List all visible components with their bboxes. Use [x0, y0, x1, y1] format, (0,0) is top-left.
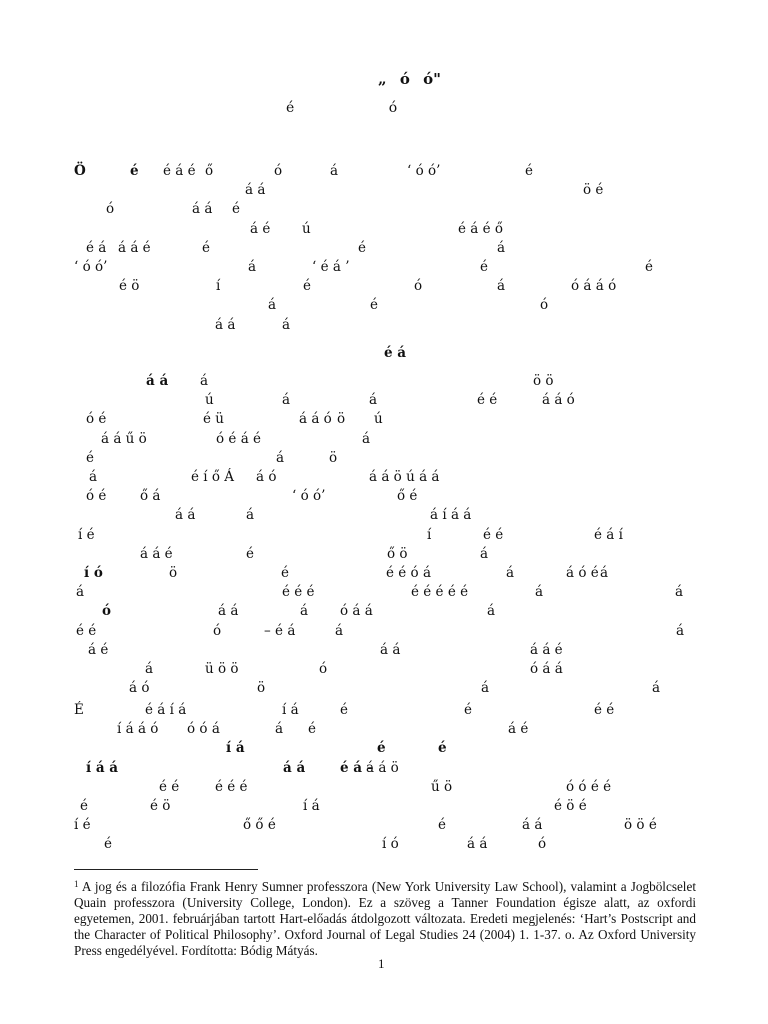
text-fragment: á á ö — [366, 759, 399, 776]
text-fragment: ó á á — [340, 603, 373, 620]
text-fragment: é é é é é — [411, 584, 469, 601]
section-heading: é á — [384, 345, 407, 361]
text-fragment: á é — [250, 220, 271, 237]
footnote-text: A jog és a filozófia Frank Henry Sumner professzora (New York University Law School), valamint a Jogbölcselet Quain professzora (University College, London). Ez a szöveg a Tanner Foundation égisze alatt, az oxfordi egyetemen, 2001. februárjában tartott Hart-előadás átdolgozott változata. Eredeti megjelenés: ‘Hart’s Postscript and the Character of Political Philosophy’. Oxford Journal of Legal Studies 24 (2004) 1. 1-37. o. Az Oxford University Press engedélyével. Fordította: Bódig Mátyás. — [74, 879, 696, 958]
text-fragment: á á — [522, 817, 543, 834]
text-fragment: é ö — [119, 278, 140, 295]
text-fragment: í — [427, 526, 432, 543]
text-fragment: á á — [283, 759, 306, 776]
text-fragment: é ü — [203, 411, 224, 428]
text-fragment: á ó — [129, 680, 150, 697]
text-fragment: á — [300, 603, 309, 620]
page-number: 1 — [378, 956, 385, 971]
text-fragment: ó — [414, 278, 423, 295]
text-fragment: ó — [540, 297, 549, 314]
text-fragment: ő ö — [387, 545, 408, 562]
text-fragment: í á — [282, 702, 299, 718]
text-fragment: ö — [337, 411, 346, 428]
text-fragment: ő á — [140, 488, 161, 505]
text-fragment: é é — [159, 778, 180, 795]
text-fragment: ó — [538, 836, 547, 853]
text-fragment: á á — [380, 641, 401, 658]
text-fragment: ó — [106, 201, 115, 218]
text-fragment: á — [275, 721, 284, 738]
text-fragment: é é — [483, 526, 504, 543]
text-fragment: á — [362, 430, 371, 447]
text-fragment: á á é — [530, 641, 563, 658]
text-fragment: á ó é — [566, 565, 599, 581]
text-fragment: ü ö ö — [205, 661, 239, 677]
text-fragment: á — [282, 316, 291, 333]
text-fragment: ó — [274, 163, 283, 179]
text-fragment: é á é — [163, 163, 196, 179]
text-fragment: á ó — [256, 469, 277, 485]
text-fragment: á á ó — [542, 392, 575, 409]
text-fragment: é — [80, 798, 88, 814]
text-fragment: é é é — [215, 778, 248, 795]
text-fragment: é á – — [340, 759, 374, 776]
text-fragment: é é — [477, 392, 498, 409]
text-fragment: ő é — [397, 488, 418, 505]
text-fragment: é é é — [282, 584, 315, 601]
text-fragment: ö — [257, 680, 266, 697]
text-fragment: í ó — [382, 836, 399, 853]
text-fragment: ‘ ó ó’ — [407, 163, 441, 179]
text-fragment: é — [104, 836, 112, 853]
text-fragment: ‘ é á ’ — [312, 259, 350, 275]
text-fragment: é — [480, 259, 488, 275]
text-fragment: á — [335, 622, 344, 639]
text-fragment: é — [438, 817, 446, 834]
text-fragment: é — [340, 702, 348, 718]
title-text: „ ó ó" — [378, 70, 441, 88]
text-fragment: é — [308, 721, 316, 738]
text-fragment: á á — [146, 373, 169, 389]
text-fragment: ‘ ó ó’ — [74, 259, 108, 275]
text-fragment: ő ő é — [243, 817, 276, 834]
text-fragment: é — [464, 702, 472, 718]
text-fragment: Ö — [74, 163, 86, 179]
text-fragment: á — [76, 584, 85, 601]
text-fragment: á á — [215, 316, 236, 333]
text-fragment: é — [281, 565, 289, 581]
text-fragment: í á á ó — [117, 721, 159, 738]
text-fragment: á — [506, 565, 515, 581]
text-fragment: é á í — [594, 526, 623, 543]
text-fragment: ó — [319, 661, 328, 677]
text-fragment: á á ű ö — [101, 430, 147, 447]
text-fragment: é é — [594, 702, 615, 718]
footnote-marker: 1 — [74, 879, 79, 889]
text-fragment: á — [282, 392, 291, 409]
text-fragment: á — [652, 680, 661, 697]
text-fragment: á á — [245, 182, 266, 199]
text-fragment: é é — [76, 622, 97, 639]
text-fragment: ö é — [583, 182, 604, 199]
text-fragment: í é — [74, 817, 91, 834]
text-fragment: á á — [175, 507, 196, 524]
text-fragment: ö — [329, 449, 338, 466]
text-fragment: á í á á — [430, 507, 472, 524]
text-fragment: á — [200, 373, 209, 389]
text-fragment: é í ő Á — [191, 469, 235, 485]
text-fragment: é — [202, 239, 210, 256]
text-fragment: á — [145, 661, 154, 677]
text-fragment: á — [246, 507, 255, 524]
text-fragment: ö ö é — [624, 817, 657, 834]
text-fragment: á — [248, 259, 257, 275]
text-fragment: á á — [192, 201, 213, 218]
text-fragment: ó — [213, 622, 222, 639]
text-fragment: ó á á — [530, 661, 563, 677]
text-fragment: í á — [226, 740, 245, 757]
text-fragment: ‘ ó ó’ — [292, 488, 326, 505]
text-fragment: é — [525, 163, 533, 179]
footnote-separator — [74, 869, 258, 870]
text-fragment: é — [86, 449, 94, 466]
text-fragment: á — [89, 469, 98, 485]
text-fragment: é — [370, 297, 378, 314]
text-fragment: é — [232, 201, 240, 218]
footnote — [74, 876, 696, 959]
text-fragment: é — [358, 239, 366, 256]
text-fragment: ó — [102, 603, 112, 620]
text-fragment: é — [303, 278, 311, 295]
text-fragment: é ö é — [554, 798, 587, 814]
text-fragment: á — [497, 239, 506, 256]
text-fragment: é é ó á — [386, 565, 432, 581]
text-fragment: ű ö — [431, 778, 453, 795]
text-fragment: á á ó — [299, 411, 332, 428]
text-fragment: á — [675, 584, 684, 601]
text-fragment: ó é — [86, 488, 107, 505]
text-fragment: á á é — [118, 239, 151, 256]
text-fragment: é — [130, 163, 139, 179]
text-fragment: á — [487, 603, 496, 620]
subtitle: é ó — [286, 100, 398, 116]
text-fragment: í — [216, 278, 221, 295]
text-fragment: á — [369, 392, 378, 409]
text-fragment: é — [377, 740, 386, 757]
text-fragment: á á — [218, 603, 239, 620]
text-fragment: á — [481, 680, 490, 697]
text-fragment: ó é á é — [216, 430, 262, 447]
text-fragment: ú — [302, 220, 311, 237]
text-fragment: é á í á — [145, 702, 187, 718]
text-fragment: í é — [78, 526, 95, 543]
text-fragment: ó ó á — [187, 721, 220, 738]
text-fragment: é — [246, 545, 254, 562]
text-fragment: á — [535, 584, 544, 601]
text-fragment: ő — [205, 163, 214, 179]
text-fragment: ú — [374, 411, 383, 428]
text-fragment: á é — [508, 721, 529, 738]
text-fragment: ú — [205, 392, 214, 409]
text-fragment: é ö — [150, 798, 171, 814]
text-fragment: – é á — [264, 622, 296, 639]
text-fragment: í á á — [86, 759, 119, 776]
text-fragment: á — [276, 449, 285, 466]
text-fragment: á á — [467, 836, 488, 853]
text-fragment: é á — [86, 239, 107, 256]
text-fragment: ó ó é é — [566, 778, 612, 795]
text-fragment: ö — [169, 565, 178, 581]
text-fragment: ö ö — [533, 373, 554, 389]
text-fragment: á — [676, 622, 685, 639]
text-fragment: é — [438, 740, 447, 757]
text-fragment: ó é — [86, 411, 107, 428]
text-fragment: á — [480, 545, 489, 562]
text-fragment: í á — [303, 798, 320, 814]
text-fragment: ó á á ó — [571, 278, 617, 295]
text-fragment: É — [74, 702, 84, 718]
text-fragment: é — [645, 259, 653, 275]
text-fragment: é á é ő — [458, 220, 504, 237]
text-fragment: á — [330, 163, 339, 179]
text-fragment: á é — [88, 641, 109, 658]
text-fragment: á á ö ú á á — [369, 469, 440, 485]
text-fragment: á — [497, 278, 506, 295]
text-fragment: í ó — [84, 565, 103, 581]
text-fragment: á — [268, 297, 277, 314]
text-fragment: á — [600, 565, 609, 581]
text-fragment: á á é — [140, 545, 173, 562]
